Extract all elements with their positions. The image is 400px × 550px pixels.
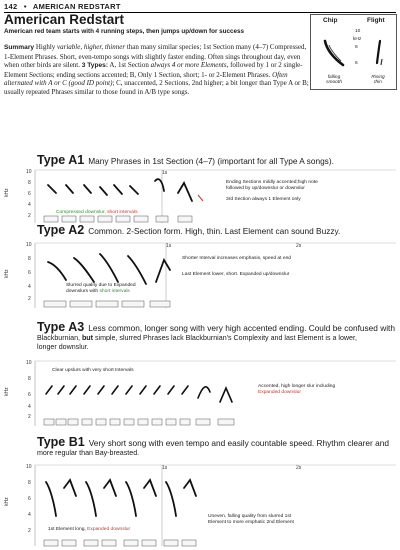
page-title: American Redstart <box>4 12 125 27</box>
section-desc-a3-cont <box>37 334 387 352</box>
summary-label: Summary <box>4 44 35 51</box>
khz-label: kHz <box>353 37 362 42</box>
section-label: Type B1 <box>37 435 85 449</box>
time-tick: 1s <box>162 170 168 176</box>
annotation-text: Uneven, falling quality from slurred 1st <box>208 514 292 519</box>
annotation-a3-clear <box>52 368 134 374</box>
y-tick: 2 <box>28 528 31 534</box>
flight-caption <box>363 75 393 86</box>
annotation-text: Expanded downslur <box>258 390 301 395</box>
y-tick: 10 <box>26 360 32 366</box>
tick-6: 6 <box>355 61 358 66</box>
y-tick: 8 <box>28 180 31 186</box>
page-number: 142 <box>4 2 18 11</box>
y-tick: 6 <box>28 392 31 398</box>
summary-text: Highly <box>34 43 58 51</box>
summary-text: A, 1st Section <box>108 61 151 70</box>
annotation-text: short intervals <box>99 289 130 294</box>
time-tick: 1s <box>166 243 172 249</box>
annotation-a1-ending <box>226 180 396 203</box>
section-title-a2 <box>37 225 340 237</box>
annotation-text: short intervals <box>105 210 138 215</box>
section-desc: Common. 2-Section form. High, thin. Last Element can sound Buzzy. <box>88 226 341 236</box>
section-desc: Many Phrases in 1st Section (4–7) (important for all Type A songs). <box>88 156 334 166</box>
section-desc: simple, slurred Phrases lack Blackburnian's Complexity and last Element is a lower, <box>92 334 357 342</box>
y-axis-label: kHz <box>4 387 10 396</box>
annotation-a2-ending <box>182 256 396 278</box>
y-tick: 10 <box>26 464 32 470</box>
summary-emph: always 4 or more Elements <box>150 61 227 70</box>
y-tick: 4 <box>28 284 31 290</box>
y-tick: 8 <box>28 376 31 382</box>
summary-paragraph <box>4 43 309 97</box>
flight-spectrogram <box>369 37 389 71</box>
flight-caption-line: thin <box>374 80 382 86</box>
y-axis-label: kHz <box>4 269 10 278</box>
chip-label: Chip <box>323 17 338 24</box>
chip-caption <box>317 75 351 86</box>
spectrogram-b1 <box>0 462 400 550</box>
flight-label: Flight <box>367 17 385 24</box>
annotation-text: Clear upslurs with very short Intervals <box>52 368 134 373</box>
y-tick: 4 <box>28 404 31 410</box>
section-desc-b1-cont <box>37 449 387 458</box>
y-tick: 8 <box>28 256 31 262</box>
section-label: Type A1 <box>37 153 85 167</box>
section-desc-emph: but <box>81 334 93 342</box>
section-title-b1 <box>37 437 389 449</box>
summary-text: than many similar species; 1st Section many (4–7) Compressed, 1-Element Phrases. Short, even-tempo songs with slightly faster ending. Often sings throughout day, even when other birds are silent. <box>4 43 307 70</box>
summary-text: ; C, unaccented, 2 Sections, 2nd higher; a bit longer than Type A or B; usually repeated Phrases similar to those found in A/B type songs. <box>4 79 309 96</box>
tick-8: 8 <box>355 45 358 50</box>
section-desc: more regular than Bay-breasted. <box>37 449 140 457</box>
call-box <box>310 14 397 90</box>
annotation-a2-slurred <box>66 283 206 295</box>
header-section: AMERICAN REDSTART <box>32 2 121 11</box>
annotation-text: Ending Sections mildly accented;high note <box>226 180 318 185</box>
annotation-text: downslurs with <box>66 289 100 294</box>
annotation-text: Accented, high longer slur including <box>258 384 336 389</box>
y-tick: 10 <box>26 169 32 175</box>
chip-spectrogram <box>317 37 353 71</box>
y-tick: 6 <box>28 270 31 276</box>
summary-emph: variable, higher, thinner <box>57 43 126 51</box>
y-tick: 4 <box>28 512 31 518</box>
summary-emph: Often alternated with A or C (good ID point) <box>4 70 288 88</box>
section-label: Type A2 <box>37 223 85 237</box>
page-subtitle: American red team starts with 4 running steps, then jumps up/down for success <box>4 28 245 35</box>
chip-caption-line: smooth <box>326 80 342 86</box>
annotation-b1-uneven <box>208 514 396 526</box>
annotation-a1-compressed <box>56 210 138 216</box>
section-desc: Blackburnian, <box>37 334 82 342</box>
y-tick: 2 <box>28 213 31 219</box>
annotation-b1-first <box>48 527 130 533</box>
y-tick: 6 <box>28 191 31 197</box>
y-tick: 2 <box>28 296 31 302</box>
annotation-text: 1st Element long, <box>48 527 88 532</box>
summary-text: , followed by 1 or 2 single-Element Sections; ending sections accented; B, Only 1 Section, short; 1- or 2-Element Phrases. <box>4 61 303 79</box>
chip-caption-line: falling <box>327 75 341 80</box>
annotation-text: Slurred quality due to Expanded <box>66 283 136 288</box>
flight-caption-line: Rising <box>371 75 385 80</box>
section-desc: Very short song with even tempo and easily countable speed. Rhythm clearer and <box>88 438 389 448</box>
tick-10: 10 <box>355 29 361 34</box>
annotation-text: Shorter Interval increases emphasis, speed at end <box>182 256 292 261</box>
summary-types-label: 3 Types: <box>81 62 109 70</box>
time-tick: 1s <box>162 465 168 471</box>
section-title-a3 <box>37 322 395 334</box>
header-bullet: • <box>23 2 27 11</box>
section-title-a1 <box>37 155 334 167</box>
time-tick: 2s <box>296 465 302 471</box>
annotation-a3-accented <box>258 384 396 396</box>
y-tick: 6 <box>28 496 31 502</box>
annotation-text: Expanded downslur <box>87 527 131 532</box>
annotation-text: 3rd Section always 1 Element only <box>226 197 301 202</box>
time-tick: 2s <box>296 243 302 249</box>
y-tick: 10 <box>26 242 32 248</box>
y-axis-label: kHz <box>4 188 10 197</box>
section-desc: Less common, longer song with very high accented ending. Could be confused with <box>88 323 395 333</box>
annotation-text: Compressed downslur, <box>56 210 106 215</box>
section-desc: longer downslur. <box>37 343 89 351</box>
y-axis-label: kHz <box>4 497 10 506</box>
y-tick: 2 <box>28 414 31 420</box>
annotation-text: followed by up/downslur or downslur <box>226 186 305 191</box>
section-label: Type A3 <box>37 320 85 334</box>
y-tick: 8 <box>28 480 31 486</box>
annotation-text: Last Element lower, short. Expanded up/downslur <box>182 272 290 277</box>
annotation-text: Element to more emphatic 2nd Element <box>208 520 294 525</box>
y-tick: 4 <box>28 202 31 208</box>
